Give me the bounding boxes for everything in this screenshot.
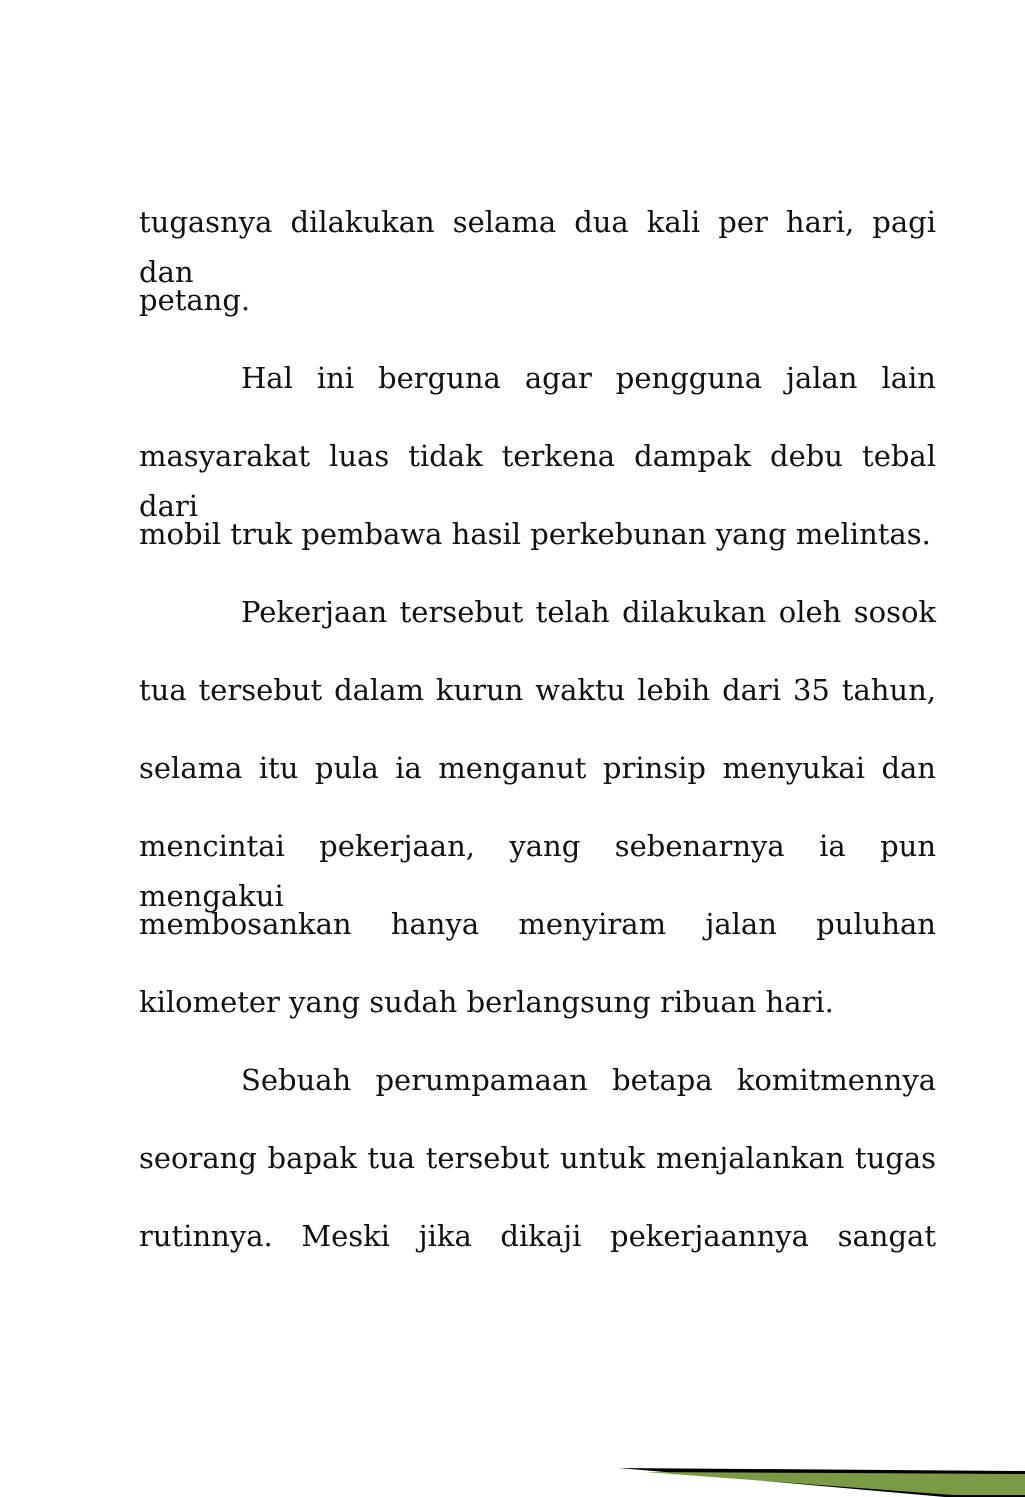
body-line-12: Sebuah perumpamaan betapa komitmennya [241,1063,936,1097]
body-line-4: masyarakat luas tidak terkena dampak debu tebal dari [139,439,936,523]
body-line-9: mencintai pekerjaan, yang sebenarnya ia pun mengakui [139,829,936,913]
footer-accent-shape [645,1472,1025,1495]
body-line-14: rutinnya. Meski jika dikaji pekerjaannya sangat [139,1219,936,1253]
body-line-5: mobil truk pembawa hasil perkebunan yang melintas. [139,517,931,551]
body-line-10: membosankan hanya menyiram jalan puluhan [139,907,936,941]
body-line-7: tua tersebut dalam kurun waktu lebih dari 35 tahun, [139,673,936,707]
body-line-2: petang. [139,283,251,317]
body-line-6: Pekerjaan tersebut telah dilakukan oleh sosok [241,595,936,629]
footer-decoration [615,1455,1025,1497]
body-line-11: kilometer yang sudah berlangsung ribuan hari. [139,985,834,1019]
body-line-1: tugasnya dilakukan selama dua kali per hari, pagi dan [139,205,936,289]
body-line-8: selama itu pula ia menganut prinsip menyukai dan [139,751,936,785]
body-line-3: Hal ini berguna agar pengguna jalan lain [241,361,936,395]
body-line-13: seorang bapak tua tersebut untuk menjalankan tugas [139,1141,936,1175]
